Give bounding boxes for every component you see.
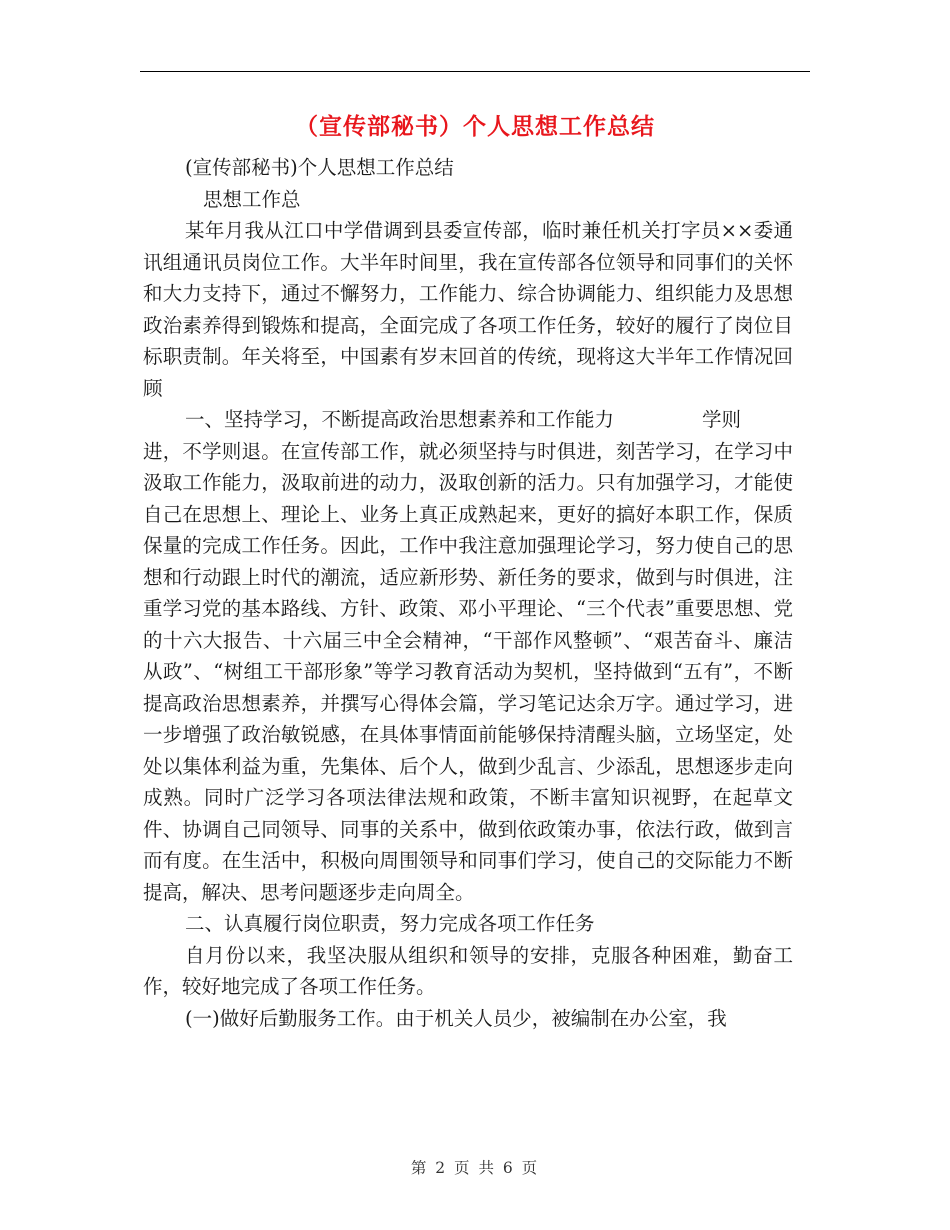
section-1-heading: 一、坚持学习，不断提高政治思想素养和工作能力	[185, 408, 615, 431]
document-subheading: 思想工作总	[203, 187, 301, 211]
paragraph: 某年月我从江口中学借调到县委宣传部，临时兼任机关打字员××委通讯组通讯员岗位工作。大半年时间里，我在宣传部各位领导和同事们的关怀和大力支持下，通过不懈努力，工作能力、综合协调能力、组织能力及思想政治素养得到锻炼和提高，全面完成了各项工作任务，较好的履行了岗位目标职责制。年关将至，中国素有岁末回首的传统，现将这大半年工作情况回顾	[143, 219, 793, 400]
header-rule	[140, 71, 810, 72]
section-2-heading: 二、认真履行岗位职责，努力完成各项工作任务	[185, 912, 595, 935]
section-1	[143, 404, 793, 436]
section-1-body-start: 学则	[702, 408, 742, 431]
page-number: 第 2 页 共 6 页	[410, 1159, 540, 1177]
document-title: （宣传部秘书）个人思想工作总结	[295, 113, 655, 140]
section-2-body: 自月份以来，我坚决服从组织和领导的安排，克服各种困难，勤奋工作，较好地完成了各项工作任务。	[143, 943, 793, 998]
section-3-body: (一)做好后勤服务工作。由于机关人员少，被编制在办公室，我	[185, 1006, 727, 1030]
document-subtitle: (宣传部秘书)个人思想工作总结	[185, 156, 454, 179]
document-body	[143, 152, 793, 1034]
section-1-body: 进，不学则退。在宣传部工作，就必须坚持与时俱进，刻苦学习，在学习中汲取工作能力，汲取前进的动力，汲取创新的活力。只有加强学习，才能使自己在思想上、理论上、业务上真正成熟起来，更好的搞好本职工作，保质保量的完成工作任务。因此，工作中我注意加强理论学习，努力使自己的思想和行动跟上时代的潮流，适应新形势、新任务的要求，做到与时俱进，注重学习党的基本路线、方针、政策、邓小平理论、“三个代表”重要思想、党的十六大报告、十六届三中全会精神，“干部作风整顿”、“艰苦奋斗、廉洁从政”、“树组工干部形象”等学习教育活动为契机，坚持做到“五有”，不断提高政治思想素养，并撰写心得体会篇，学习笔记达余万字。通过学习，进一步增强了政治敏锐感，在具体事情面前能够保持清醒头脑，立场坚定，处处以集体利益为重，先集体、后个人，做到少乱言、少添乱，思想逐步走向成熟。同时广泛学习各项法律法规和政策，不断丰富知识视野，在起草文件、协调自己同领导、同事的关系中，做到依政策办事，依法行政，做到言而有度。在生活中，积极向周围领导和同事们学习，使自己的交际能力不断提高，解决、思考问题逐步走向周全。	[143, 439, 793, 904]
